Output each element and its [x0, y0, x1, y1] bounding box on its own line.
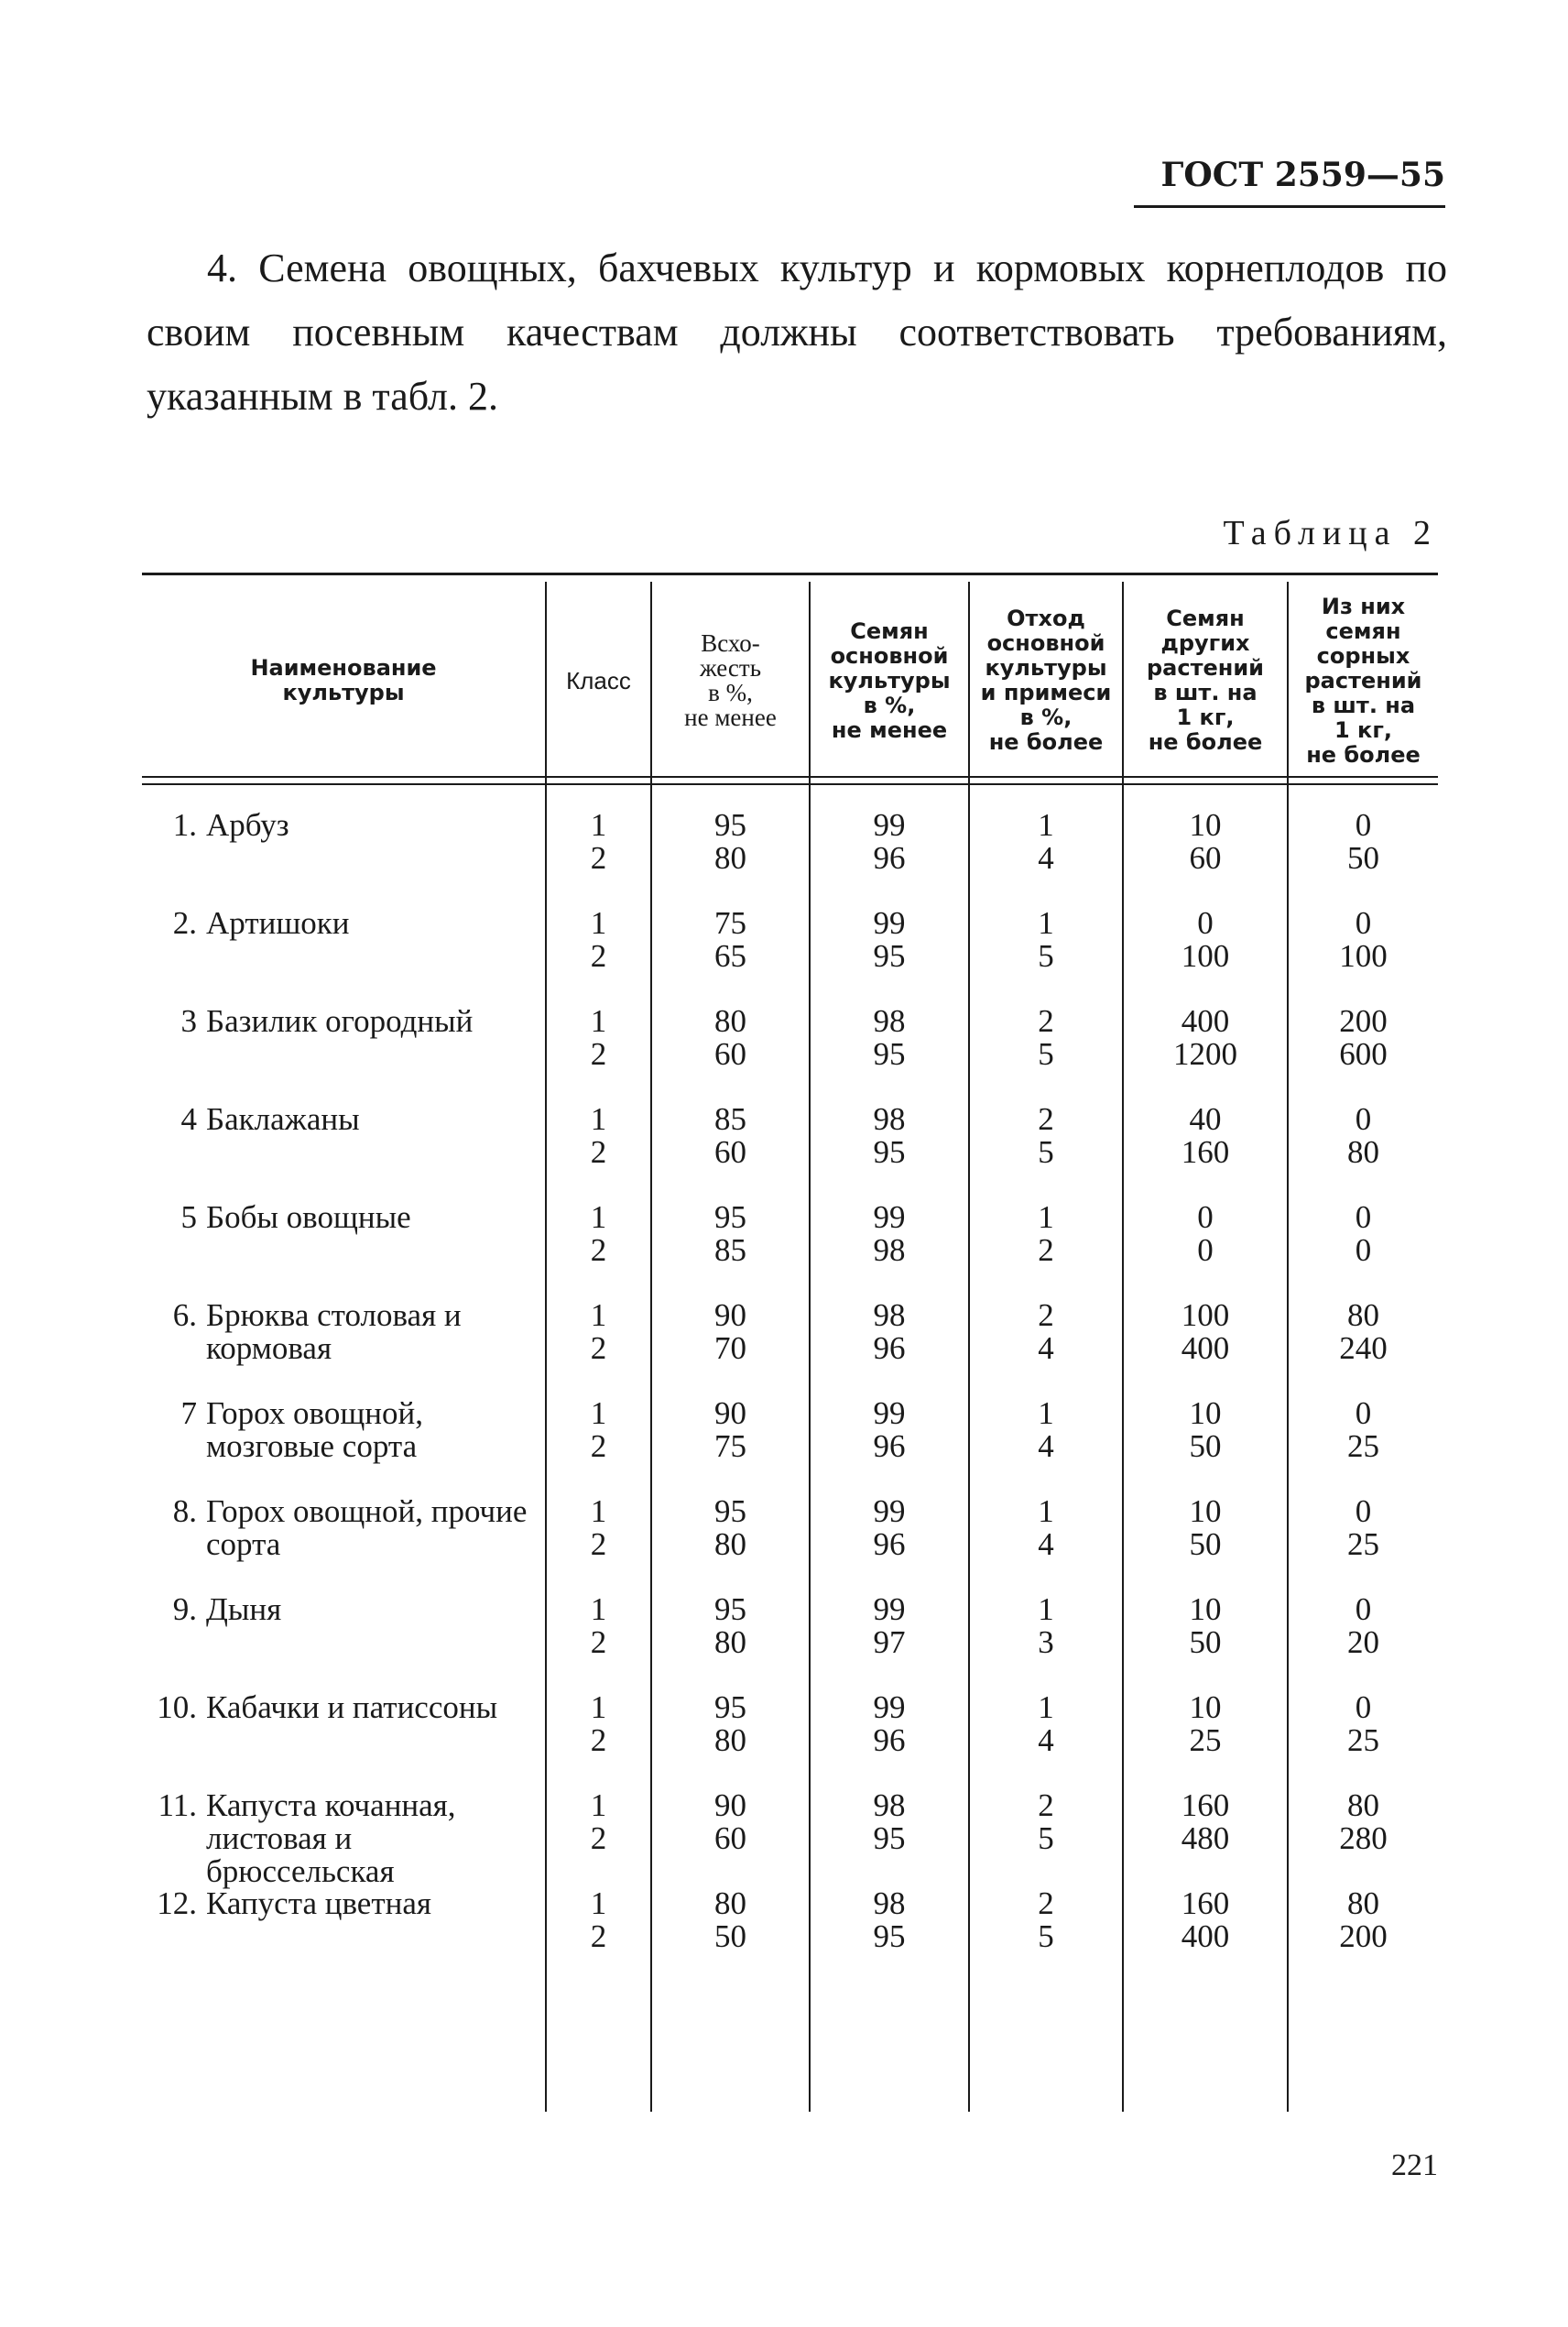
column-header-class: Класс	[566, 666, 631, 694]
culture-name: Арбуз	[206, 807, 289, 843]
cell-germination: 75 65	[714, 905, 746, 974]
cell-waste: 1 4	[1038, 807, 1054, 876]
cell-other-seeds: 0 0	[1197, 1199, 1214, 1268]
cell-waste: 2 5	[1038, 1787, 1054, 1856]
cell-other-seeds: 160 400	[1181, 1885, 1230, 1954]
cell-other-seeds: 10 25	[1189, 1689, 1222, 1758]
intro-paragraph: 4. Семена овощных, бахчевых культур и кормовых корнеплодов по своим посевным качествам должны соответствовать требованиям, указанным в табл. 2.	[147, 246, 1447, 419]
cell-main-seeds: 99 96	[873, 1493, 906, 1562]
cell-class: 1 2	[590, 1101, 607, 1170]
cell-waste: 1 4	[1038, 1689, 1054, 1758]
cell-other-seeds: 10 50	[1189, 1395, 1222, 1464]
cell-weed-seeds: 0 25	[1347, 1395, 1379, 1464]
cell-class: 1 2	[590, 807, 607, 876]
cell-class: 1 2	[590, 1003, 607, 1072]
cell-culture-name	[151, 1299, 536, 1365]
cell-germination: 80 60	[714, 1003, 746, 1072]
cell-other-seeds: 400 1200	[1173, 1003, 1237, 1072]
cell-other-seeds: 160 480	[1181, 1787, 1230, 1856]
cell-germination: 80 50	[714, 1885, 746, 1954]
cell-main-seeds: 99 98	[873, 1199, 906, 1268]
culture-name: Базилик огородный	[206, 1003, 474, 1039]
cell-germination: 95 80	[714, 807, 746, 876]
cell-culture-name	[151, 1397, 536, 1463]
row-number: 5	[180, 1199, 197, 1235]
table-caption: Таблица 2	[1223, 514, 1438, 552]
cell-germination: 95 80	[714, 1689, 746, 1758]
cell-weed-seeds: 0 50	[1347, 807, 1379, 876]
cell-weed-seeds: 80 200	[1339, 1885, 1388, 1954]
cell-class: 1 2	[590, 1787, 607, 1856]
culture-name: Горох овощной, мозговые сорта	[206, 1395, 423, 1464]
cell-main-seeds: 99 96	[873, 1395, 906, 1464]
cell-main-seeds: 99 96	[873, 1689, 906, 1758]
cell-weed-seeds: 80 240	[1339, 1297, 1388, 1366]
header-rule-double	[142, 783, 1438, 785]
requirements-table	[142, 573, 1438, 2112]
cell-main-seeds: 98 95	[873, 1101, 906, 1170]
cell-waste: 2 5	[1038, 1101, 1054, 1170]
cell-main-seeds: 98 95	[873, 1787, 906, 1856]
cell-weed-seeds: 0 0	[1355, 1199, 1372, 1268]
cell-waste: 1 3	[1038, 1591, 1054, 1660]
cell-other-seeds: 10 60	[1189, 807, 1222, 876]
row-number: 2.	[172, 905, 197, 941]
cell-weed-seeds: 0 100	[1339, 905, 1388, 974]
cell-other-seeds: 100 400	[1181, 1297, 1230, 1366]
culture-name: Бобы овощные	[206, 1199, 411, 1235]
culture-name: Дыня	[206, 1591, 282, 1627]
cell-waste: 2 5	[1038, 1885, 1054, 1954]
row-number: 6.	[172, 1297, 197, 1333]
cell-main-seeds: 99 95	[873, 905, 906, 974]
cell-culture-name	[151, 1495, 536, 1561]
cell-germination: 95 80	[714, 1493, 746, 1562]
cell-weed-seeds: 200 600	[1339, 1003, 1388, 1072]
header-rule	[142, 776, 1438, 778]
cell-culture-name	[151, 1887, 536, 1920]
row-number: 8.	[172, 1493, 197, 1529]
cell-main-seeds: 99 97	[873, 1591, 906, 1660]
cell-other-seeds: 40 160	[1181, 1101, 1230, 1170]
row-number: 4	[180, 1101, 197, 1137]
cell-waste: 1 5	[1038, 905, 1054, 974]
column-header-main-seeds: Семян основной культуры в %, не менее	[828, 617, 951, 743]
cell-waste: 2 5	[1038, 1003, 1054, 1072]
cell-culture-name	[151, 907, 536, 940]
cell-germination: 90 60	[714, 1787, 746, 1856]
column-header-waste: Отход основной культуры и примеси в %, не более	[980, 606, 1112, 755]
column-header-other-seeds: Семян других растений в шт. на 1 кг, не более	[1146, 606, 1264, 755]
table-top-rule	[142, 573, 1438, 575]
cell-germination: 95 80	[714, 1591, 746, 1660]
cell-class: 1 2	[590, 1689, 607, 1758]
cell-culture-name	[151, 1691, 536, 1724]
cell-main-seeds: 98 96	[873, 1297, 906, 1366]
row-number: 1.	[172, 807, 197, 843]
row-number: 10.	[157, 1689, 197, 1725]
cell-waste: 2 4	[1038, 1297, 1054, 1366]
cell-main-seeds: 98 95	[873, 1003, 906, 1072]
cell-germination: 95 85	[714, 1199, 746, 1268]
cell-class: 1 2	[590, 1493, 607, 1562]
cell-other-seeds: 10 50	[1189, 1493, 1222, 1562]
cell-culture-name	[151, 1593, 536, 1626]
cell-waste: 1 2	[1038, 1199, 1054, 1268]
cell-class: 1 2	[590, 1199, 607, 1268]
cell-main-seeds: 99 96	[873, 807, 906, 876]
cell-main-seeds: 98 95	[873, 1885, 906, 1954]
cell-class: 1 2	[590, 905, 607, 974]
culture-name: Капуста кочанная, листовая и брюссельская	[206, 1787, 456, 1889]
cell-germination: 90 75	[714, 1395, 746, 1464]
cell-culture-name	[151, 1789, 536, 1888]
culture-name: Артишоки	[206, 905, 350, 941]
column-header-weed-seeds: Из них семян сорных растений в шт. на 1 кг, не более	[1304, 593, 1422, 768]
culture-name: Баклажаны	[206, 1101, 360, 1137]
cell-class: 1 2	[590, 1395, 607, 1464]
cell-weed-seeds: 0 80	[1347, 1101, 1379, 1170]
cell-weed-seeds: 0 20	[1347, 1591, 1379, 1660]
culture-name: Капуста цветная	[206, 1885, 431, 1921]
column-header-germination: Всхо- жесть в %, не менее	[684, 629, 777, 731]
column-header-name: Наименование культуры	[250, 655, 437, 705]
row-number: 7	[180, 1395, 197, 1431]
document-code: ГОСТ 2559—55	[1134, 156, 1445, 208]
cell-class: 1 2	[590, 1591, 607, 1660]
cell-weed-seeds: 0 25	[1347, 1493, 1379, 1562]
row-number: 12.	[157, 1885, 197, 1921]
cell-weed-seeds: 0 25	[1347, 1689, 1379, 1758]
cell-waste: 1 4	[1038, 1395, 1054, 1464]
cell-culture-name	[151, 1005, 536, 1038]
row-number: 11.	[158, 1787, 197, 1823]
row-number: 9.	[172, 1591, 197, 1627]
cell-weed-seeds: 80 280	[1339, 1787, 1388, 1856]
cell-culture-name	[151, 1103, 536, 1136]
cell-culture-name	[151, 1201, 536, 1234]
cell-other-seeds: 10 50	[1189, 1591, 1222, 1660]
cell-culture-name	[151, 809, 536, 842]
culture-name: Кабачки и патиссоны	[206, 1689, 498, 1725]
cell-class: 1 2	[590, 1885, 607, 1954]
cell-waste: 1 4	[1038, 1493, 1054, 1562]
cell-germination: 90 70	[714, 1297, 746, 1366]
cell-other-seeds: 0 100	[1181, 905, 1230, 974]
cell-germination: 85 60	[714, 1101, 746, 1170]
page-number: 221	[1391, 2148, 1438, 2182]
row-number: 3	[180, 1003, 197, 1039]
cell-class: 1 2	[590, 1297, 607, 1366]
culture-name: Брюква столовая и кормовая	[206, 1297, 462, 1366]
culture-name: Горох овощной, прочие сорта	[206, 1493, 528, 1562]
